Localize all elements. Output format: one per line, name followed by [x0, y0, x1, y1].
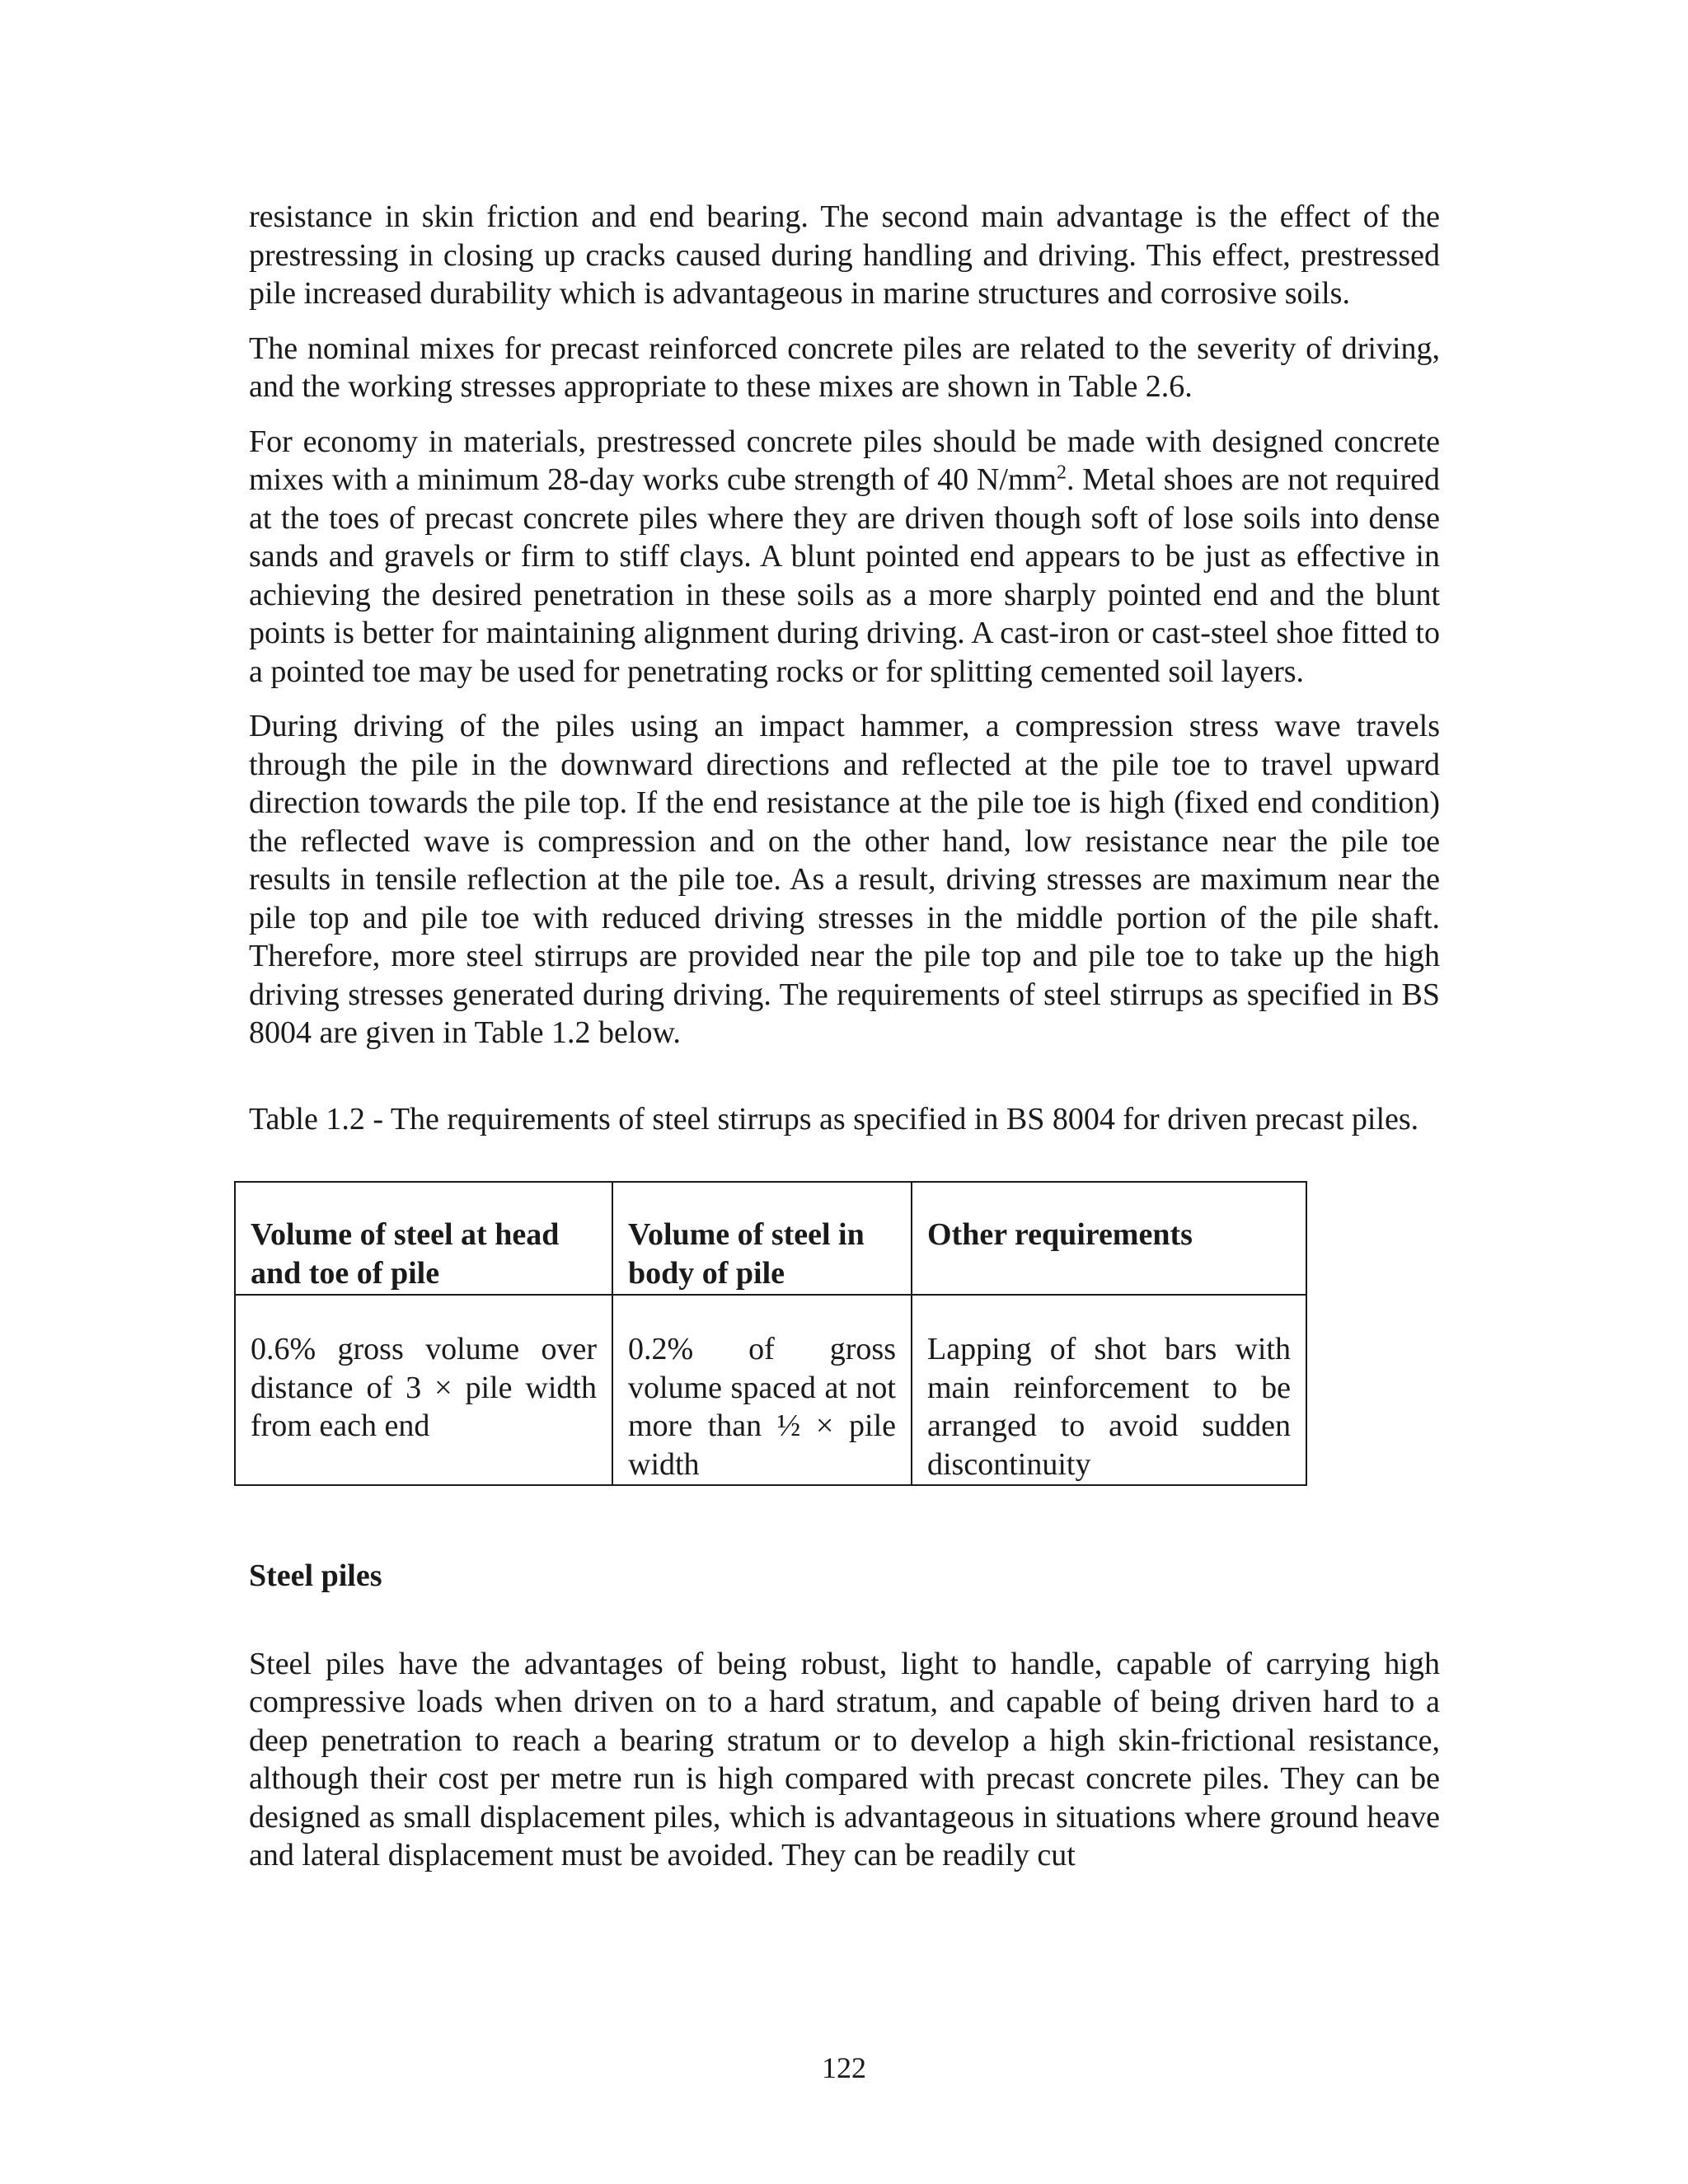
table-header-head-toe: Volume of steel at head and toe of pile — [235, 1182, 612, 1295]
section-heading-steel-piles: Steel piles — [249, 1558, 382, 1593]
paragraph-economy-part2: . Metal shoes are not required at the toes of precast concrete piles where they are driven though soft of lose soils into dense sands and gravels or firm to stiff clays. A blunt pointed end appears to be just as effective in achieving the desired penetration in these soils as a more sharply pointed end and the blunt points is better for maintaining alignment during driving. A cast-iron or cast-steel shoe fitted to a pointed toe may be used for penetrating rocks or for splitting cemented soil layers. — [249, 462, 1441, 689]
table-header-other: Other requirements — [912, 1182, 1306, 1295]
table-header-body: Volume of steel in body of pile — [612, 1182, 912, 1295]
table-cell-head-toe: 0.6% gross volume over distance of 3 × pile width from each end — [235, 1295, 612, 1485]
table-row — [235, 1295, 1306, 1485]
table-cell-body: 0.2% of gross volume spaced at not more than ½ × pile width — [612, 1295, 912, 1485]
paragraph-steel-piles: Steel piles have the advantages of being robust, light to handle, capable of carrying high compressive loads when driven on to a hard stratum, and capable of being driven hard to a deep penetration to reach a bearing stratum or to develop a high skin-frictional resistance, although their cost per metre run is high compared with precast concrete piles. They can be designed as small displacement piles, which is advantageous in situations where ground heave and lateral displacement must be avoided. They can be readily cut — [249, 1646, 1440, 1872]
paragraph-economy-part1: For economy in materials, prestressed concrete piles should be made with designed concrete mixes with a minimum 28-day works cube strength of 40 N/mm — [249, 424, 1440, 497]
table-cell-other: Lapping of shot bars with main reinforcement to be arranged to avoid sudden discontinuity — [912, 1295, 1306, 1485]
table-caption: Table 1.2 - The requirements of steel stirrups as specified in BS 8004 for driven precast piles. — [249, 1101, 1419, 1137]
superscript-squared: 2 — [1057, 462, 1067, 484]
paragraph-nominal-mixes: The nominal mixes for precast reinforced concrete piles are related to the severity of driving, and the working stresses appropriate to these mixes are shown in Table 2.6. — [249, 330, 1440, 404]
paragraph-economy-materials — [249, 423, 1440, 691]
paragraph-prestressing-advantages: resistance in skin friction and end bearing. The second main advantage is the effect of the prestressing in closing up cracks caused during handling and driving. This effect, prestressed pile increased durability which is advantageous in marine structures and corrosive soils. — [249, 199, 1440, 311]
table-header-row — [235, 1182, 1306, 1295]
page-number: 122 — [822, 2051, 866, 2084]
page-content — [249, 198, 1440, 1875]
paragraph-driving-stresses: During driving of the piles using an impact hammer, a compression stress wave travels through the pile in the downward directions and reflected at the pile toe to travel upward direction towards the pile top. If the end resistance at the pile toe is high (fixed end condition) the reflected wave is compression and on the other hand, low resistance near the pile toe results in tensile reflection at the pile toe. As a result, driving stresses are maximum near the pile top and pile toe with reduced driving stresses in the middle portion of the pile shaft. Therefore, more steel stirrups are provided near the pile top and pile toe to take up the high driving stresses generated during driving. The requirements of steel stirrups as specified in BS 8004 are given in Table 1.2 below. — [249, 709, 1440, 1050]
stirrups-table — [234, 1181, 1307, 1486]
